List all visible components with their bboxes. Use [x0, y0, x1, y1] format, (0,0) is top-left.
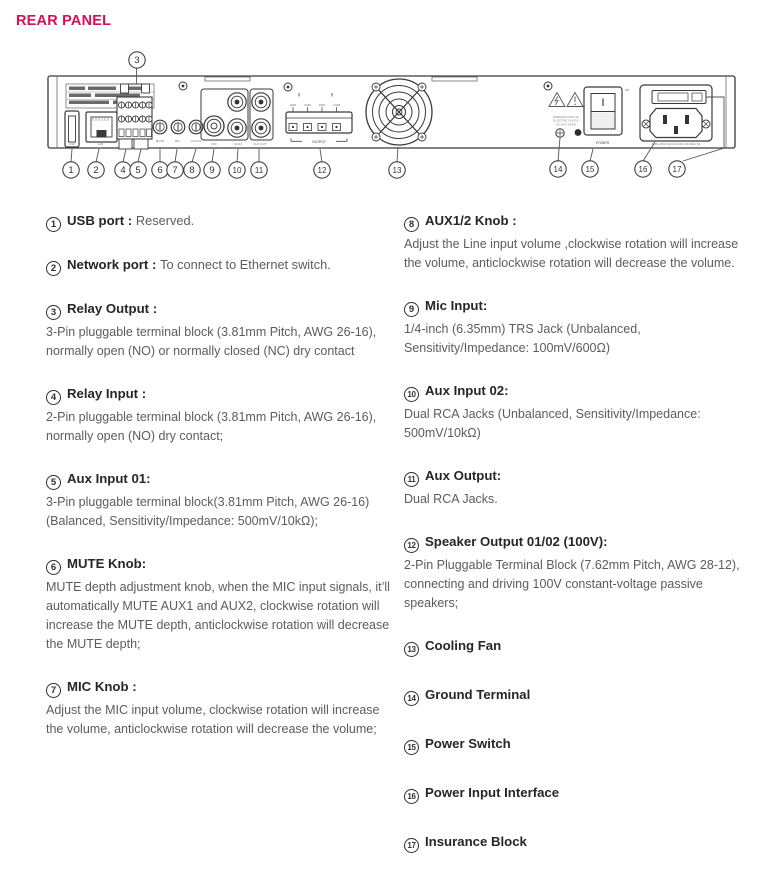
item-number: 4: [46, 390, 61, 405]
item-description: 1/4-inch (6.35mm) TRS Jack (Unbalanced, Sensitivity/Impedance: 100mV/600Ω): [404, 322, 641, 355]
spec-column-left: [46, 211, 393, 762]
panel-label-warning-2: DO NOT OPEN: [555, 122, 577, 127]
callout-number-3: 3: [134, 55, 140, 67]
spec-item: [46, 255, 393, 276]
warning-icons: [549, 93, 583, 107]
panel-screws: [179, 82, 552, 91]
callout-number-1: 1: [68, 165, 74, 177]
callout-number-17: 17: [672, 165, 682, 175]
item-title: AUX1/2 Knob :: [425, 213, 517, 228]
item-inline-desc: Reserved.: [135, 213, 195, 228]
item-number: 11: [404, 472, 419, 487]
rear-panel-diagram: [36, 44, 748, 186]
item-title: Power Switch: [425, 736, 511, 751]
item-number: 7: [46, 683, 61, 698]
item-number: 1: [46, 217, 61, 232]
spec-item: [46, 469, 393, 531]
item-number: 9: [404, 302, 419, 317]
callout-number-14: 14: [553, 165, 563, 175]
spec-item: [404, 783, 759, 804]
panel-label-power: POWER: [595, 140, 610, 145]
callout-number-4: 4: [120, 165, 126, 177]
spec-item: [46, 211, 393, 232]
item-title: Cooling Fan: [425, 638, 502, 653]
spec-item: [404, 381, 759, 443]
item-title: Relay Input :: [67, 386, 147, 401]
power-switch-shape: [584, 87, 622, 135]
item-description: MUTE depth adjustment knob, when the MIC input signals, it’ll automatically MUTE AUX1 and AUX2, clockwise rotation will increase the MUTE depth, anticlockwise rotation will decrease the MUTE depth;: [46, 580, 390, 651]
item-title: Network port :: [67, 257, 157, 272]
callout-number-7: 7: [172, 165, 178, 177]
item-number: 3: [46, 305, 61, 320]
item-number: 2: [46, 261, 61, 276]
cooling-fan-shape: [366, 79, 432, 145]
spec-column-right: [404, 211, 759, 881]
panel-label-spk-term-1: COM: [304, 102, 311, 107]
item-number: 14: [404, 691, 419, 706]
item-description: Adjust the Line input volume ,clockwise rotation will increase the volume, anticlockwise rotation will decrease the volume.: [404, 237, 739, 270]
item-heading: [404, 832, 759, 853]
panel-label-aux-out: AUX OUT: [253, 142, 267, 146]
item-number: 17: [404, 838, 419, 853]
item-heading: [46, 384, 393, 405]
panel-label-spk-term-2: 100V: [318, 102, 326, 107]
item-title: MUTE Knob:: [67, 556, 147, 571]
panel-label-rating: FUAL:250V 3A/AC:220V~50-60Hz 5A: [651, 142, 701, 147]
panel-label-warning-1: ELECTRIC SHOCK: [553, 118, 579, 123]
item-title: Power Input Interface: [425, 785, 560, 800]
item-number: 6: [46, 560, 61, 575]
item-title: Insurance Block: [425, 834, 527, 849]
item-number: 13: [404, 642, 419, 657]
lan-port-shape: [86, 112, 117, 142]
panel-label-mute: MUTE: [155, 138, 165, 143]
panel-label-output: OUTPUT: [312, 139, 326, 144]
item-title: Aux Input 01:: [67, 471, 151, 486]
panel-label-warning-0: WARNING:RISK OF: [552, 114, 580, 119]
callout-number-13: 13: [392, 166, 402, 176]
panel-label-spk-term-3: COM: [333, 102, 340, 107]
spec-item: [46, 384, 393, 446]
item-heading: [404, 685, 759, 706]
page-title: REAR PANEL: [16, 13, 112, 29]
item-heading: [404, 532, 759, 553]
item-heading: [404, 381, 759, 402]
panel-label-aux2: AUX2: [234, 142, 242, 146]
spec-item: [404, 466, 759, 509]
callout-number-6: 6: [157, 165, 163, 177]
panel-label-lan: LAN: [97, 141, 104, 146]
item-description: Adjust the MIC input volume, clockwise rotation will increase the volume, anticlockwise rotation will decrease the volume;: [46, 703, 380, 736]
item-title: Relay Output :: [67, 301, 158, 316]
item-heading: [46, 677, 393, 698]
item-heading: [404, 783, 759, 804]
item-title: Aux Output:: [425, 468, 502, 483]
item-title: Mic Input:: [425, 298, 488, 313]
panel-label-on: ON: [624, 88, 630, 92]
spec-item: [46, 554, 393, 654]
panel-label-aux12-knob: AUX1/2: [190, 138, 202, 143]
item-description: 3-Pin pluggable terminal block(3.81mm Pitch, AWG 26-16) (Balanced, Sensitivity/Impedance: 500mV/10kΩ);: [46, 495, 370, 528]
callout-number-5: 5: [135, 165, 141, 177]
item-number: 8: [404, 217, 419, 232]
callout-number-16: 16: [638, 165, 648, 175]
spec-item: [404, 636, 759, 657]
item-heading: [404, 211, 759, 232]
panel-label-mic-knob: MIC: [174, 138, 181, 143]
spec-item: [404, 296, 759, 358]
item-description: 2-Pin Pluggable Terminal Block (7.62mm Pitch, AWG 28-12), connecting and driving 100V constant-voltage passive speakers;: [404, 558, 740, 610]
item-heading: [46, 255, 393, 276]
item-number: 10: [404, 387, 419, 402]
item-description: 3-Pin pluggable terminal block (3.81mm Pitch, AWG 26-16), normally open (NO) or normally closed (NC) dry contact: [46, 325, 377, 358]
panel-label-mic-jack: MIC: [211, 142, 217, 146]
item-description: Dual RCA Jacks.: [404, 492, 498, 506]
item-heading: [46, 299, 393, 320]
item-number: 16: [404, 789, 419, 804]
spec-item: [404, 734, 759, 755]
callout-number-2: 2: [93, 165, 99, 177]
ground-terminal-shape: [556, 129, 582, 137]
power-inlet-shape: [640, 85, 712, 141]
item-heading: [404, 636, 759, 657]
rca-jacks-shape: [228, 93, 270, 137]
callout-number-10: 10: [232, 166, 242, 176]
spec-item: [404, 211, 759, 273]
item-title: USB port :: [67, 213, 133, 228]
callout-number-9: 9: [209, 165, 215, 177]
spec-item: [46, 299, 393, 361]
item-description: Dual RCA Jacks (Unbalanced, Sensitivity/Impedance: 500mV/10kΩ): [404, 407, 701, 440]
item-title: Ground Terminal: [425, 687, 531, 702]
spec-item: [404, 685, 759, 706]
panel-label-spk-term-0: 100V: [289, 102, 297, 107]
callout-number-11: 11: [254, 166, 264, 176]
item-heading: [404, 734, 759, 755]
spec-item: [46, 677, 393, 739]
rear-panel-drawing: [36, 44, 748, 186]
item-title: MIC Knob :: [67, 679, 137, 694]
item-number: 5: [46, 475, 61, 490]
item-number: 12: [404, 538, 419, 553]
item-description: 2-Pin pluggable terminal block (3.81mm Pitch, AWG 26-16), normally open (NO) dry contact;: [46, 410, 377, 443]
item-heading: [46, 469, 393, 490]
callout-number-8: 8: [189, 165, 195, 177]
speaker-output-shape: [286, 93, 352, 141]
spec-item: [404, 832, 759, 853]
item-number: 15: [404, 740, 419, 755]
callout-number-15: 15: [585, 165, 595, 175]
item-heading: [46, 554, 393, 575]
callout-number-12: 12: [317, 166, 327, 176]
item-inline-desc: To connect to Ethernet switch.: [160, 257, 331, 272]
spec-item: [404, 532, 759, 613]
item-heading: [46, 211, 393, 232]
item-title: Aux Input 02:: [425, 383, 509, 398]
panel-label-usb: USB: [69, 141, 75, 146]
item-heading: [404, 296, 759, 317]
item-heading: [404, 466, 759, 487]
item-title: Speaker Output 01/02 (100V):: [425, 534, 608, 549]
knobs-shape: [153, 120, 203, 134]
